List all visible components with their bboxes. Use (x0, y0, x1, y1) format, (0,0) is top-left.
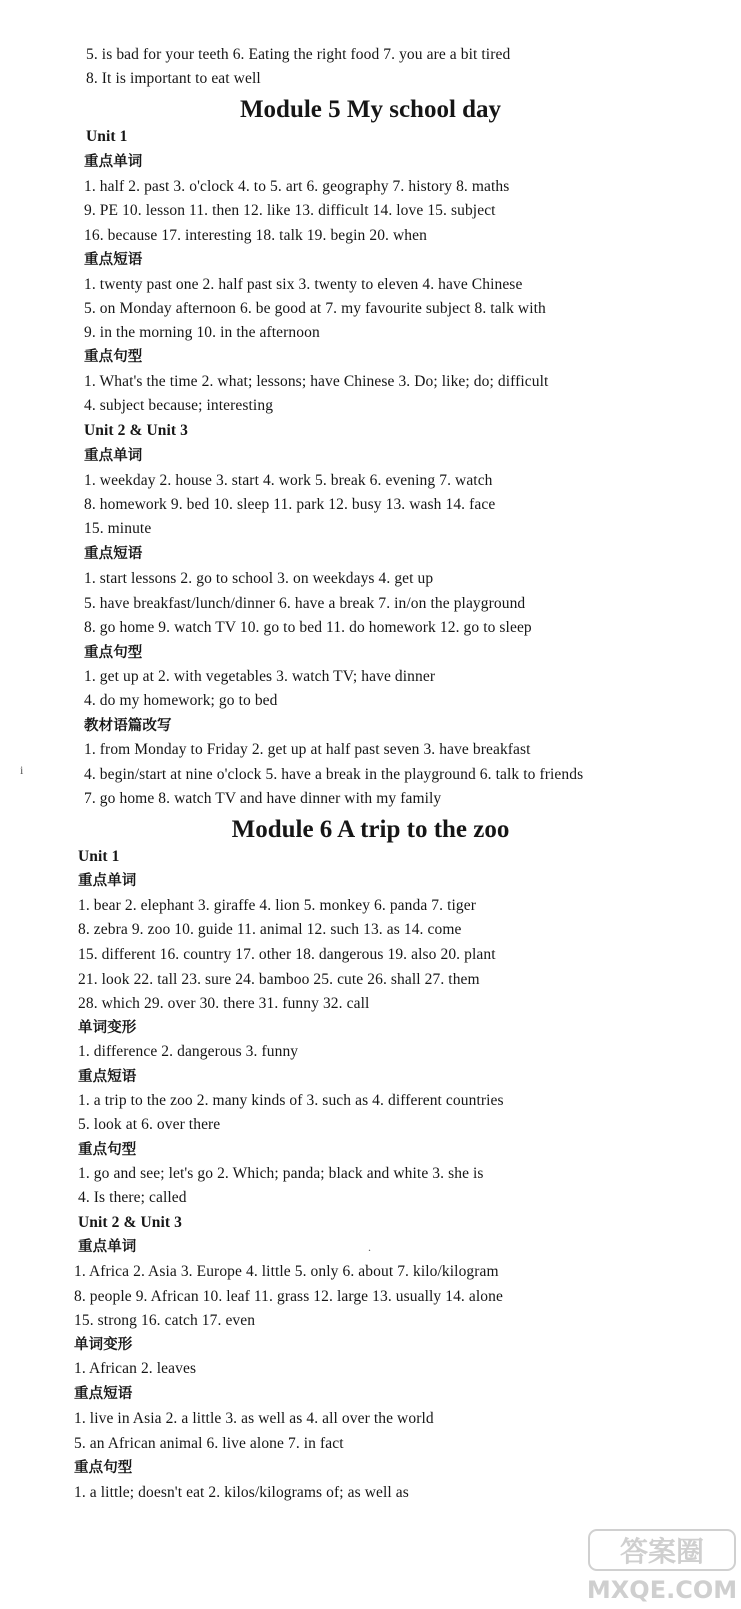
answer-line: 1. go and see; let's go 2. Which; panda; black and white 3. she is (78, 1165, 484, 1182)
answer-line: 9. PE 10. lesson 11. then 12. like 13. difficult 14. love 15. subject (84, 202, 496, 219)
answer-line: 15. different 16. country 17. other 18. dangerous 19. also 20. plant (78, 946, 496, 963)
section-heading: 重点单词 (78, 1239, 137, 1255)
answer-line: 28. which 29. over 30. there 31. funny 32. call (78, 995, 370, 1012)
module-title: Module 6 A trip to the zoo (231, 816, 510, 843)
section-heading: 重点句型 (74, 1460, 133, 1476)
watermark-logo (587, 1528, 737, 1604)
answer-line: 1. half 2. past 3. o'clock 4. to 5. art 6. geography 7. history 8. maths (84, 178, 510, 195)
section-heading: 重点句型 (84, 349, 143, 365)
answer-line: 1. Africa 2. Asia 3. Europe 4. little 5. only 6. about 7. kilo/kilogram (74, 1263, 499, 1280)
answer-line: 8. homework 9. bed 10. sleep 11. park 12. busy 13. wash 14. face (84, 496, 496, 513)
answer-line: 1. a little; doesn't eat 2. kilos/kilograms of; as well as (74, 1484, 409, 1501)
answer-line: 4. do my homework; go to bed (84, 692, 278, 709)
unit-title: Unit 2 & Unit 3 (78, 1214, 182, 1231)
unit-title: Unit 1 (86, 128, 128, 145)
answer-line: 9. in the morning 10. in the afternoon (84, 324, 320, 341)
answer-line: 15. minute (84, 520, 152, 537)
answer-line: 5. have breakfast/lunch/dinner 6. have a break 7. in/on the playground (84, 595, 526, 612)
answer-line: 5. look at 6. over there (78, 1116, 221, 1133)
answer-line: 8. people 9. African 10. leaf 11. grass 12. large 13. usually 14. alone (74, 1288, 503, 1305)
answer-line: 21. look 22. tall 23. sure 24. bamboo 25. cute 26. shall 27. them (78, 971, 480, 988)
answer-line: 15. strong 16. catch 17. even (74, 1312, 256, 1329)
module-title: Module 5 My school day (239, 96, 502, 123)
answer-line: 1. What's the time 2. what; lessons; have Chinese 3. Do; like; do; difficult (84, 373, 549, 390)
section-heading: 重点短语 (74, 1386, 133, 1402)
answer-line: 4. Is there; called (78, 1189, 187, 1206)
answer-line: 8. zebra 9. zoo 10. guide 11. animal 12. such 13. as 14. come (78, 921, 462, 938)
section-heading: 重点句型 (78, 1142, 137, 1158)
answer-line: 4. begin/start at nine o'clock 5. have a break in the playground 6. talk to friends (84, 766, 584, 783)
answer-line: 1. weekday 2. house 3. start 4. work 5. break 6. evening 7. watch (84, 472, 493, 489)
section-heading: 重点短语 (84, 546, 143, 562)
answer-line: 1. from Monday to Friday 2. get up at half past seven 3. have breakfast (84, 741, 531, 758)
section-heading: 单词变形 (74, 1337, 133, 1353)
answer-line: 5. an African animal 6. live alone 7. in fact (74, 1435, 344, 1452)
answer-line: 8. go home 9. watch TV 10. go to bed 11. do homework 12. go to sleep (84, 619, 532, 636)
watermark-bottom-text: MXQE.COM (587, 1576, 737, 1604)
scan-speck: . (368, 1240, 371, 1254)
unit-title: Unit 2 & Unit 3 (84, 422, 188, 439)
unit-title: Unit 1 (78, 848, 120, 865)
answer-line: 1. live in Asia 2. a little 3. as well as 4. all over the world (74, 1410, 434, 1427)
answer-line: 5. is bad for your teeth 6. Eating the right food 7. you are a bit tired (86, 46, 511, 63)
section-heading: 重点单词 (84, 448, 143, 464)
site-watermark (587, 1528, 737, 1604)
section-heading: 教材语篇改写 (84, 718, 172, 734)
answer-line: 1. start lessons 2. go to school 3. on weekdays 4. get up (84, 570, 434, 587)
answer-line: 16. because 17. interesting 18. talk 19. begin 20. when (84, 227, 427, 244)
answer-line: 1. African 2. leaves (74, 1360, 197, 1377)
section-heading: 重点单词 (78, 873, 137, 889)
answer-line: 1. difference 2. dangerous 3. funny (78, 1043, 299, 1060)
answer-line: 4. subject because; interesting (84, 397, 274, 414)
answer-line: 8. It is important to eat well (86, 70, 261, 87)
answer-line: 5. on Monday afternoon 6. be good at 7. my favourite subject 8. talk with (84, 300, 546, 317)
answer-line: 1. twenty past one 2. half past six 3. twenty to eleven 4. have Chinese (84, 276, 523, 293)
section-heading: 重点短语 (84, 252, 143, 268)
answer-line: 1. a trip to the zoo 2. many kinds of 3. such as 4. different countries (78, 1092, 504, 1109)
scan-speck: i (20, 763, 24, 777)
answer-line: 1. get up at 2. with vegetables 3. watch TV; have dinner (84, 668, 436, 685)
watermark-top-text: 答案圈 (619, 1535, 705, 1568)
section-heading: 单词变形 (78, 1020, 137, 1036)
section-heading: 重点单词 (84, 154, 143, 170)
section-heading: 重点短语 (78, 1069, 137, 1085)
section-heading: 重点句型 (84, 645, 143, 661)
answer-line: 1. bear 2. elephant 3. giraffe 4. lion 5. monkey 6. panda 7. tiger (78, 897, 477, 914)
answer-line: 7. go home 8. watch TV and have dinner with my family (84, 790, 442, 807)
